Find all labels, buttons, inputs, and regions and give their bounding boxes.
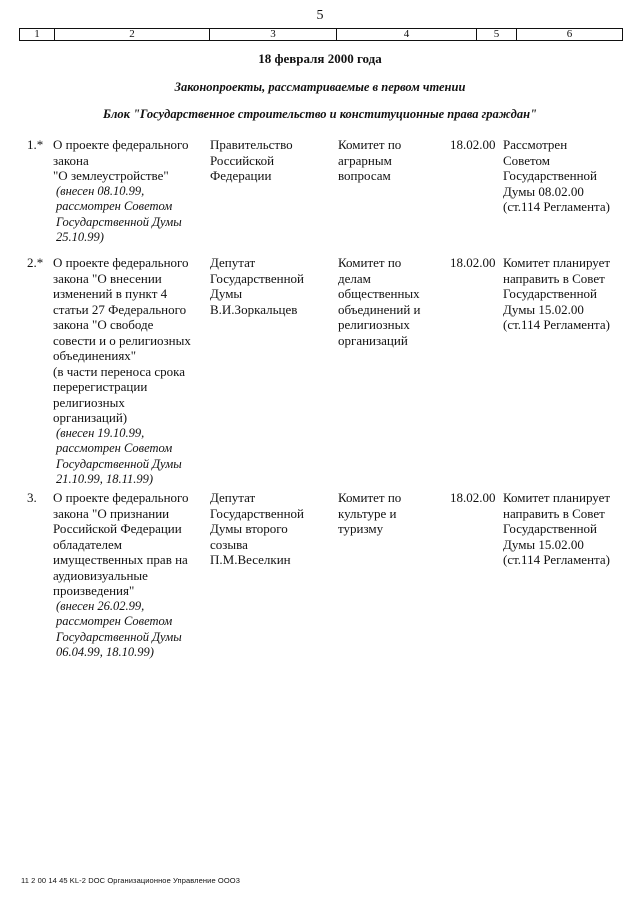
bill-status <box>503 255 628 333</box>
bill-note-line: Государственной Думы <box>56 629 182 644</box>
column-number-5: 5 <box>476 29 516 40</box>
status-line: Государственной <box>503 286 598 301</box>
committee-line: аграрным <box>338 152 392 168</box>
status-line: направить в Совет <box>503 505 605 521</box>
bill-title-line: произведения" <box>53 583 135 598</box>
bill-title-line: Российской Федерации <box>53 521 182 536</box>
bill-note-line: 25.10.99) <box>56 230 104 244</box>
page-number: 5 <box>316 8 324 23</box>
column-number-table <box>19 28 623 41</box>
bill-status <box>503 490 628 568</box>
bill-title-line: обладателем <box>53 536 123 552</box>
bill-title-line: О проекте федерального <box>53 490 189 505</box>
bill-author <box>210 137 330 184</box>
status-line: Государственной <box>503 168 598 183</box>
entry-number: 1.* <box>27 137 44 152</box>
bill-note-line: (внесен 19.10.99, <box>56 425 145 440</box>
status-line: направить в Совет <box>503 270 605 286</box>
bill-title-line: аудиовизуальные <box>53 567 148 583</box>
bill-title-line: организаций) <box>53 410 128 425</box>
bill-title-line: закона "О свободе <box>53 317 154 332</box>
author-line: Думы второго <box>210 521 288 536</box>
bill-note <box>53 599 205 661</box>
bill-note-line: рассмотрен Советом <box>56 614 173 628</box>
date-heading: 18 февраля 2000 года <box>258 51 382 66</box>
bill-title-line: закона "О внесении <box>53 270 162 286</box>
author-line: Федерации <box>210 168 272 183</box>
column-number-6: 6 <box>516 29 622 40</box>
bill-note <box>53 184 205 246</box>
bill-author <box>210 490 330 568</box>
author-line: П.М.Веселкин <box>210 552 291 567</box>
bill-note-line: 21.10.99, 18.11.99) <box>56 472 153 486</box>
bill-title-line: совести и о религиозных <box>53 332 191 348</box>
bill-title-line: "О землеустройстве" <box>53 168 169 183</box>
bill-note-line: рассмотрен Советом <box>56 199 173 213</box>
author-line: Правительство <box>210 137 293 152</box>
author-line: Депутат <box>210 255 256 270</box>
bill-author <box>210 255 330 317</box>
status-line: Советом <box>503 152 550 168</box>
status-line: (ст.114 Регламента) <box>503 199 610 214</box>
document-footer: 11 2 00 14 45 KL-2 DOC Организационное Управление ООО3 <box>21 876 240 885</box>
committee-line: Комитет по <box>338 490 402 505</box>
bill-date: 18.02.00 <box>450 490 496 505</box>
committee-line: общественных <box>338 286 420 301</box>
status-line: (ст.114 Регламента) <box>503 317 610 332</box>
status-line: Комитет планирует <box>503 490 611 505</box>
author-line: созыва <box>210 536 248 552</box>
committee-line: культуре и <box>338 505 397 521</box>
bill-note-line: Государственной Думы <box>56 214 182 229</box>
committee-line: туризму <box>338 521 384 536</box>
bill-committee <box>338 490 448 537</box>
committee-line: Комитет по <box>338 137 402 152</box>
bill-committee <box>338 137 448 184</box>
bill-note-line: (внесен 26.02.99, <box>56 598 145 613</box>
committee-line: организаций <box>338 332 408 348</box>
bill-title-line: объединениях" <box>53 348 137 363</box>
bill-date: 18.02.00 <box>450 255 496 270</box>
status-line: Рассмотрен <box>503 137 568 152</box>
bill-note-line: рассмотрен Советом <box>56 441 173 455</box>
bill-title-line: О проекте федерального <box>53 255 189 270</box>
author-line: В.И.Зоркальцев <box>210 301 298 317</box>
bill-committee <box>338 255 448 348</box>
bill-title-line: (в части переноса срока <box>53 363 186 379</box>
author-line: Депутат <box>210 490 256 505</box>
bill-note-line: 06.04.99, 18.10.99) <box>56 645 154 659</box>
status-line: Думы 08.02.00 <box>503 183 584 199</box>
status-line: Думы 15.02.00 <box>503 301 584 317</box>
committee-line: делам <box>338 270 371 286</box>
status-line: Думы 15.02.00 <box>503 536 584 552</box>
committee-line: Комитет по <box>338 255 402 270</box>
entry-number: 2.* <box>27 255 44 270</box>
author-line: Думы <box>210 286 243 301</box>
bill-title-line: перерегистрации <box>53 379 148 394</box>
bill-title <box>53 255 205 488</box>
bill-status <box>503 137 628 215</box>
author-line: Государственной <box>210 270 305 286</box>
entry-number: 3. <box>27 490 37 505</box>
author-line: Российской <box>210 152 275 168</box>
bill-title-line: О проекте федерального <box>53 137 189 152</box>
committee-line: вопросам <box>338 168 391 183</box>
column-number-2: 2 <box>54 29 209 40</box>
bill-date: 18.02.00 <box>450 137 496 152</box>
bill-title-line: закона "О признании <box>53 505 170 521</box>
bill-title-line: имущественных прав на <box>53 552 188 567</box>
bill-title <box>53 137 205 246</box>
section-heading: Законопроекты, рассматриваемые в первом чтении <box>174 80 466 94</box>
bill-note-line: (внесен 08.10.99, <box>56 183 145 198</box>
status-line: (ст.114 Регламента) <box>503 552 610 567</box>
bill-title-line: закона <box>53 152 89 168</box>
bill-title-line: религиозных <box>53 394 125 410</box>
column-number-4: 4 <box>336 29 476 40</box>
committee-line: объединений и <box>338 301 421 317</box>
column-number-1: 1 <box>34 29 40 40</box>
committee-line: религиозных <box>338 317 410 332</box>
status-line: Комитет планирует <box>503 255 611 270</box>
bill-note-line: Государственной Думы <box>56 456 182 471</box>
bill-title-line: статьи 27 Федерального <box>53 301 187 317</box>
status-line: Государственной <box>503 521 598 536</box>
column-number-3: 3 <box>209 29 336 40</box>
author-line: Государственной <box>210 505 305 521</box>
bill-title <box>53 490 205 661</box>
bill-title-line: изменений в пункт 4 <box>53 286 168 301</box>
bill-note <box>53 426 205 488</box>
block-heading: Блок "Государственное строительство и конституционные права граждан" <box>103 107 537 121</box>
